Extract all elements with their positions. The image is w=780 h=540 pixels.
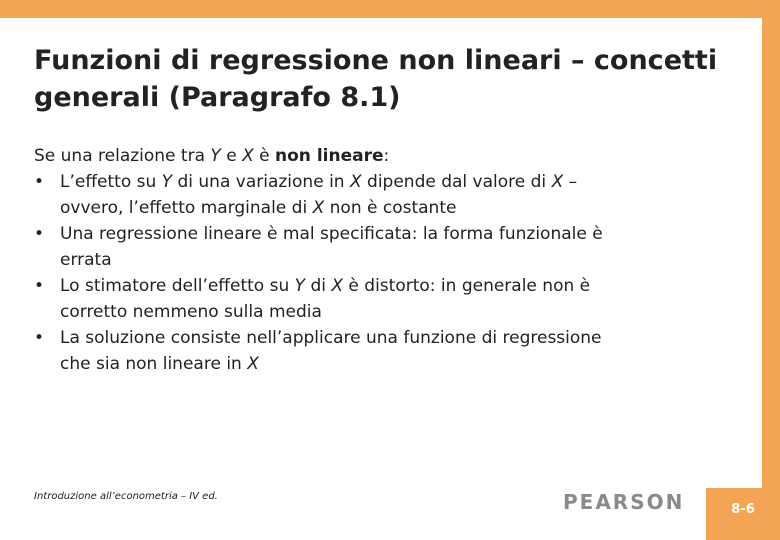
bullet-item-3: • Lo stimatore dell’effetto su Y di X è distorto: in generale non è corretto nemmeno sulla media: [34, 273, 734, 325]
page-number-box: [706, 488, 780, 540]
bullet-item-1: • L’effetto su Y di una variazione in X dipende dal valore di X – ovvero, l’effetto marginale di X non è costante: [34, 169, 734, 221]
slide-body: [34, 143, 734, 377]
bullet-dot: •: [34, 328, 45, 348]
bullet-dot: •: [34, 276, 45, 296]
bullet-dot: •: [34, 224, 45, 244]
title-line-2: generali (Paragrafo 8.1): [34, 82, 401, 113]
bullet-dot: •: [34, 172, 45, 192]
footer-book-title: Introduzione all’econometria – IV ed.: [34, 491, 218, 502]
bullet-item-4: • La soluzione consiste nell’applicare una funzione di regressione che sia non lineare in X: [34, 325, 734, 377]
publisher-logo: PEARSON: [563, 490, 685, 514]
title-line-1: Funzioni di regressione non lineari – concetti: [34, 45, 718, 76]
bullet-item-2: • Una regressione lineare è mal specificata: la forma funzionale è errata: [34, 221, 734, 273]
bullet-list: [34, 169, 734, 377]
slide-title: [34, 42, 754, 116]
page-number: 8-6: [731, 502, 755, 517]
intro-text: Se una relazione tra Y e X è non lineare:: [34, 146, 390, 166]
